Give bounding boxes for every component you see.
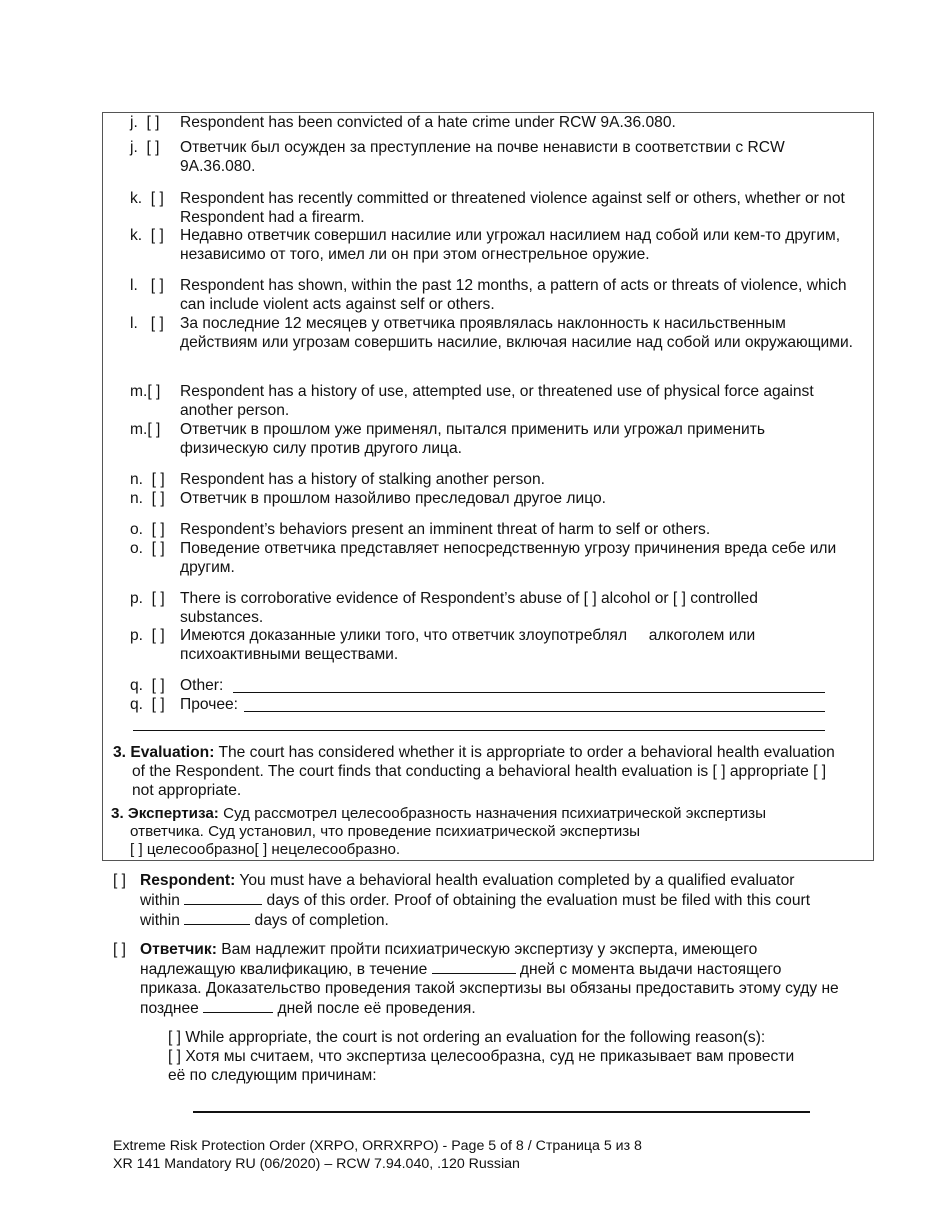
finding-text: Поведение ответчика представляет непосредственную угрозу причинения вреда себе или другим. xyxy=(180,540,837,576)
reason-en: [ ] While appropriate, the court is not ordering an evaluation for the following reason(s): xyxy=(168,1029,766,1046)
evaluation-heading: 3. Evaluation: xyxy=(113,744,215,761)
evaluation-ru xyxy=(111,805,851,859)
footer-line-1: Extreme Risk Protection Order (XRPO, ORRXRPO) - Page 5 of 8 / Страница 5 из 8 xyxy=(113,1138,642,1154)
evaluation-options-ru: [ ] целесообразно[ ] нецелесообразно. xyxy=(130,841,401,858)
other-input-line[interactable] xyxy=(244,711,825,712)
finding-text: За последние 12 месяцев у ответчика проявлялась наклонность к насильственным действиям или угрозам совершить насилие, включая насилие над собой или окружающими. xyxy=(180,315,853,351)
finding-text: Respondent has shown, within the past 12 months, a pattern of acts or threats of violence, which can include violent acts against self or others. xyxy=(180,277,847,313)
other-label: Прочее: xyxy=(180,696,239,713)
otvetchik-text-1: Вам надлежит пройти психиатрическую экспертизу у эксперта, имеющего надлежащую квалификацию, в течение xyxy=(140,941,758,978)
checkbox-mark[interactable]: j. [ ] xyxy=(130,114,160,131)
checkbox-mark[interactable]: k. [ ] xyxy=(130,190,164,207)
evaluation-heading-ru: 3. Экспертиза: xyxy=(111,805,219,822)
otvetchik-check[interactable]: [ ] xyxy=(113,941,126,958)
finding-text: Respondent has a history of stalking another person. xyxy=(180,471,545,488)
finding-text: Ответчик в прошлом назойливо преследовал другое лицо. xyxy=(180,490,606,507)
finding-text: Respondent has a history of use, attempted use, or threatened use of physical force against another person. xyxy=(180,383,814,419)
respondent-text-1: You must have a behavioral health evaluation completed by a qualified evaluator within xyxy=(140,872,795,909)
checkbox-mark[interactable]: p. [ ] xyxy=(130,627,165,644)
respondent-text-3: days of completion. xyxy=(250,912,389,929)
checkbox-mark[interactable]: o. [ ] xyxy=(130,521,165,538)
evaluation-en xyxy=(113,743,843,800)
other-input-line[interactable] xyxy=(233,692,825,693)
finding-text: Недавно ответчик совершил насилие или угрожал насилием над собой или кем-то другим, независимо от того, имел ли он при этом огнестрельное оружие. xyxy=(180,227,841,263)
checkbox-mark[interactable]: o. [ ] xyxy=(130,540,165,557)
checkbox-mark[interactable]: p. [ ] xyxy=(130,590,165,607)
respondent-text-2: days of this order. Proof of obtaining the evaluation must be filed with this court within xyxy=(140,892,811,929)
days-after-ru-blank[interactable] xyxy=(203,998,273,1013)
finding-text: Respondent has been convicted of a hate crime under RCW 9A.36.080. xyxy=(180,114,676,131)
days-of-completion-blank[interactable] xyxy=(184,910,250,925)
other-label: Other: xyxy=(180,677,224,694)
finding-text: There is corroborative evidence of Respondent’s abuse of [ ] alcohol or [ ] controlled substances. xyxy=(180,590,758,626)
checkbox-mark[interactable]: n. [ ] xyxy=(130,471,165,488)
finding-text: Ответчик в прошлом уже применял, пытался применить или угрожал применить физическую силу против другого лица. xyxy=(180,421,765,457)
finding-text: Respondent’s behaviors present an imminent threat of harm to self or others. xyxy=(180,521,711,538)
checkbox-mark[interactable]: q. [ ] xyxy=(130,696,165,713)
finding-text: Имеются доказанные улики того, что ответчик злоупотреблял алкоголем или психоактивными веществами. xyxy=(180,627,760,663)
checkbox-mark[interactable]: m.[ ] xyxy=(130,421,161,438)
checkbox-mark[interactable]: q. [ ] xyxy=(130,677,165,694)
checkbox-mark[interactable]: l. [ ] xyxy=(130,315,164,332)
checkbox-mark[interactable]: m.[ ] xyxy=(130,383,161,400)
checkbox-mark[interactable]: n. [ ] xyxy=(130,490,165,507)
checkbox-mark[interactable]: k. [ ] xyxy=(130,227,164,244)
evaluation-text-ru: Суд рассмотрел целесообразность назначения психиатрической экспертизы ответчика. Суд установил, что проведение психиатрической экспертизы xyxy=(130,805,766,840)
reason-input-line[interactable] xyxy=(193,1111,810,1113)
footer-line-2: XR 141 Mandatory RU (06/2020) – RCW 7.94.040, .120 Russian xyxy=(113,1156,520,1172)
finding-text: Ответчик был осужден за преступление на почве ненависти в соответствии с RCW 9A.36.080. xyxy=(180,139,785,175)
evaluation-text: The court has considered whether it is appropriate to order a behavioral health evaluation of the Respondent. The court finds that conducting a behavioral health evaluation is [ ] appropriate [ ] not appropriate. xyxy=(132,744,835,799)
days-of-order-blank[interactable] xyxy=(184,890,262,905)
findings-box xyxy=(102,112,874,861)
finding-text: Respondent has recently committed or threatened violence against self or others, whether or not Respondent had a firearm. xyxy=(180,190,845,226)
respondent-paragraph xyxy=(140,871,830,930)
checkbox-mark[interactable]: j. [ ] xyxy=(130,139,160,156)
respondent-check[interactable]: [ ] xyxy=(113,872,126,889)
otvetchik-text-2: дней с момента выдачи настоящего приказа. Доказательство проведения такой экспертизы вы обязаны предоставить этому суду не позднее xyxy=(140,961,839,1017)
respondent-label: Respondent: xyxy=(140,872,236,889)
reason-ru: [ ] Хотя мы считаем, что экспертиза целесообразна, суд не приказывает вам провести её по следующим причинам: xyxy=(168,1048,795,1084)
otvetchik-text-3: дней после её проведения. xyxy=(273,1000,476,1017)
days-ru-blank[interactable] xyxy=(432,959,516,974)
checkbox-mark[interactable]: l. [ ] xyxy=(130,277,164,294)
otvetchik-paragraph xyxy=(140,940,845,1018)
otvetchik-label: Ответчик: xyxy=(140,941,217,958)
other-extra-line[interactable] xyxy=(133,730,825,731)
